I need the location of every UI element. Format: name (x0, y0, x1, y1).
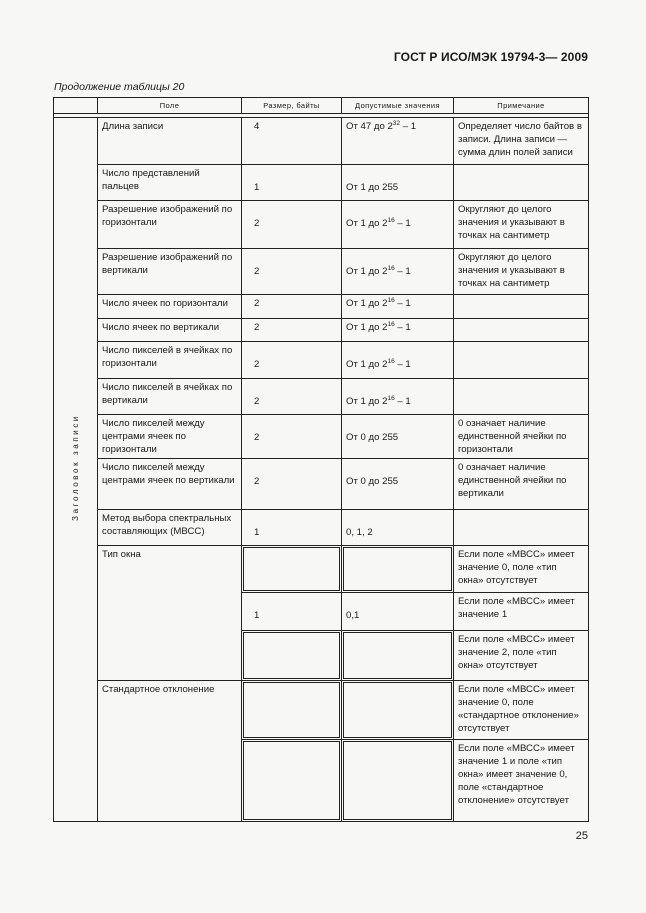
note-cell: 0 означает наличие единственной ячейки по горизонтали (454, 415, 589, 459)
table-row (54, 201, 589, 249)
values-cell: От 1 до $2^{16} - 1$ (342, 319, 454, 342)
size-cell (242, 631, 342, 681)
note-cell (454, 379, 589, 415)
header-field: Поле (98, 98, 242, 114)
note-cell: Если поле «МВСС» имеет значение 0, поле «стандартное отклонение» отсутствует (454, 681, 589, 740)
field-cell: Число ячеек по горизонтали (98, 295, 242, 319)
values-cell: От 1 до $2^{16} - 1$ (342, 379, 454, 415)
table-row (54, 319, 589, 342)
size-cell: 4 (242, 118, 342, 165)
header-spacer (54, 98, 98, 114)
field-cell: Разрешение изображений по горизонтали (98, 201, 242, 249)
size-cell: 2 (242, 201, 342, 249)
spec-table (53, 97, 589, 822)
size-cell: 2 (242, 379, 342, 415)
table-row (54, 681, 589, 740)
field-cell: Число пикселей между центрами ячеек по горизонтали (98, 415, 242, 459)
size-cell: 2 (242, 319, 342, 342)
values-cell: 0, 1, 2 (342, 510, 454, 546)
table-row (54, 165, 589, 201)
values-cell: От 0 до 255 (342, 415, 454, 459)
values-cell: 0,1 (342, 593, 454, 631)
values-cell: От 1 до $2^{16} - 1$ (342, 249, 454, 295)
table-continuation-caption: Продолжение таблицы 20 (54, 81, 185, 93)
table-row (54, 415, 589, 459)
size-cell (242, 546, 342, 593)
table-row (54, 546, 589, 593)
note-cell: Определяет число байтов в записи. Длина записи — сумма длин полей записи (454, 118, 589, 165)
group-label: Заголовок записи (71, 414, 80, 521)
header-values: Допустимые значения (342, 98, 454, 114)
size-cell: 1 (242, 593, 342, 631)
size-cell: 2 (242, 295, 342, 319)
note-cell: 0 означает наличие единственной ячейки по вертикали (454, 459, 589, 510)
table-row (54, 342, 589, 379)
note-cell: Если поле «МВСС» имеет значение 1 и поле «тип окна» имеет значение 0, поле «стандартное отклонение» отсутствует (454, 740, 589, 822)
size-cell: 2 (242, 415, 342, 459)
size-cell: 2 (242, 342, 342, 379)
values-cell (342, 631, 454, 681)
note-cell (454, 319, 589, 342)
size-cell (242, 681, 342, 740)
page-number: 25 (575, 830, 588, 842)
note-cell: Округляют до целого значения и указывают в точках на сантиметр (454, 201, 589, 249)
note-cell: Округляют до целого значения и указывают в точках на сантиметр (454, 249, 589, 295)
values-cell: От 1 до $2^{16} - 1$ (342, 295, 454, 319)
table-row (54, 510, 589, 546)
field-cell: Длина записи (98, 118, 242, 165)
note-cell (454, 165, 589, 201)
note-cell: Если поле «МВСС» имеет значение 1 (454, 593, 589, 631)
document-id: ГОСТ Р ИСО/МЭК 19794-3— 2009 (393, 50, 588, 64)
note-cell (454, 295, 589, 319)
size-cell (242, 740, 342, 822)
field-cell: Стандартное отклонение (98, 681, 242, 822)
size-cell: 2 (242, 459, 342, 510)
table-row (54, 379, 589, 415)
field-cell: Число пикселей в ячейках по вертикали (98, 379, 242, 415)
note-cell (454, 510, 589, 546)
field-cell: Число пикселей в ячейках по горизонтали (98, 342, 242, 379)
values-cell: От 1 до $2^{16} - 1$ (342, 342, 454, 379)
table-row (54, 249, 589, 295)
values-cell (342, 546, 454, 593)
note-cell (454, 342, 589, 379)
values-cell: От 1 до $2^{16} - 1$ (342, 201, 454, 249)
table-header-row (54, 98, 589, 114)
header-size: Размер, байты (242, 98, 342, 114)
table-row (54, 295, 589, 319)
size-cell: 2 (242, 249, 342, 295)
values-cell (342, 681, 454, 740)
size-cell: 1 (242, 510, 342, 546)
values-cell: От 0 до 255 (342, 459, 454, 510)
field-cell: Число пикселей между центрами ячеек по вертикали (98, 459, 242, 510)
table-row (54, 459, 589, 510)
values-cell: От 47 до $2^{32} - 1$ (342, 118, 454, 165)
note-cell: Если поле «МВСС» имеет значение 2, поле «тип окна» отсутствует (454, 631, 589, 681)
values-cell (342, 740, 454, 822)
table-row (54, 118, 589, 165)
group-label-cell (54, 118, 98, 822)
values-cell: От 1 до 255 (342, 165, 454, 201)
note-cell: Если поле «МВСС» имеет значение 0, поле «тип окна» отсутствует (454, 546, 589, 593)
field-cell: Число ячеек по вертикали (98, 319, 242, 342)
size-cell: 1 (242, 165, 342, 201)
field-cell: Тип окна (98, 546, 242, 681)
header-note: Примечание (454, 98, 589, 114)
field-cell: Метод выбора спектральных составляющих (МВСС) (98, 510, 242, 546)
field-cell: Разрешение изображений по вертикали (98, 249, 242, 295)
field-cell: Число представлений пальцев (98, 165, 242, 201)
